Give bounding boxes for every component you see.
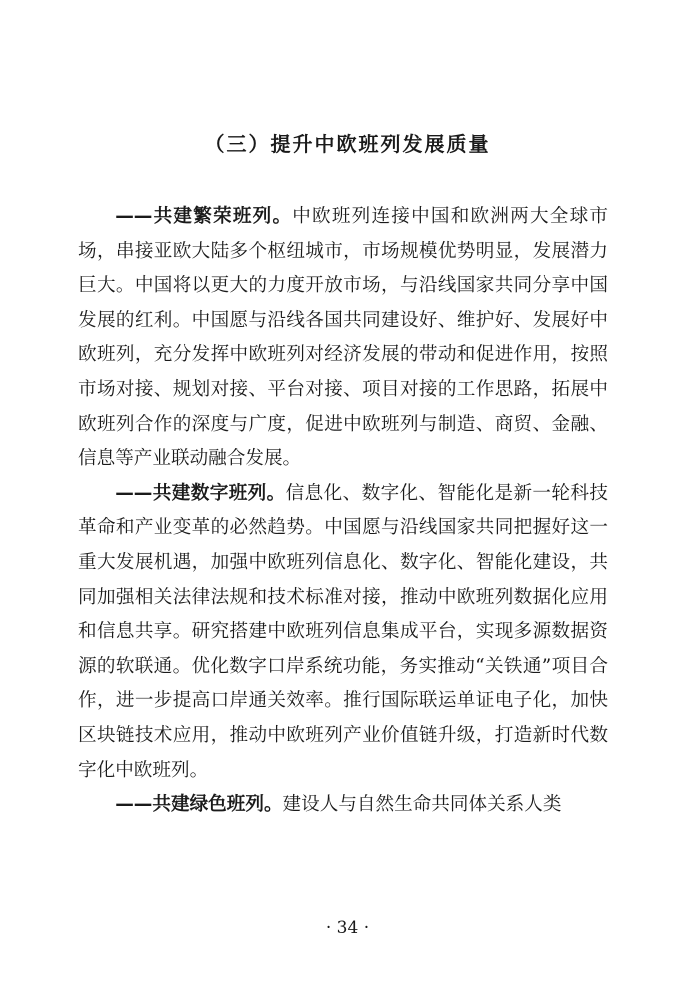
paragraph-lead: ——共建绿色班列。 [115,794,283,816]
paragraph-green-train [78,788,608,823]
section-title: （三）提升中欧班列发展质量 [204,132,491,156]
paragraph-lead: ——共建繁荣班列。 [115,206,293,227]
paragraph-lead: ——共建数字班列。 [115,482,286,504]
paragraph-text: 信息化、数字化、智能化是新一轮科技革命和产业变革的必然趋势。中国愿与沿线国家共同把握好这一重大发展机遇，加强中欧班列信息化、数字化、智能化建设，共同加强相关法律法规和技术标准对接，推动中欧班列数据化应用和信息共享。研究搭建中欧班列信息集成平台，实现多源数据资源的软联通。优化数字口岸系统功能，务实推动“关铁通”项目合作，进一步提高口岸通关效率。推行国际联运单证电子化，加快区块链技术应用，推动中欧班列产业价值链升级，打造新时代数字化中欧班列。 [78,482,608,781]
body-text [78,200,608,823]
paragraph-digital-train [78,477,608,788]
paragraph-text: 中欧班列连接中国和欧洲两大全球市场，串接亚欧大陆多个枢纽城市，市场规模优势明显，发展潜力巨大。中国将以更大的力度开放市场，与沿线国家共同分享中国发展的红利。中国愿与沿线各国共同建设好、维护好、发展好中欧班列，充分发挥中欧班列对经济发展的带动和促进作用，按照市场对接、规划对接、平台对接、项目对接的工作思路，拓展中欧班列合作的深度与广度，促进中欧班列与制造、商贸、金融、信息等产业联动融合发展。 [78,206,608,470]
paragraph-text: 建设人与自然生命共同体关系人类 [282,794,562,816]
page-number: · 34 · [325,918,370,938]
paragraph-prosperous-train [78,200,608,477]
